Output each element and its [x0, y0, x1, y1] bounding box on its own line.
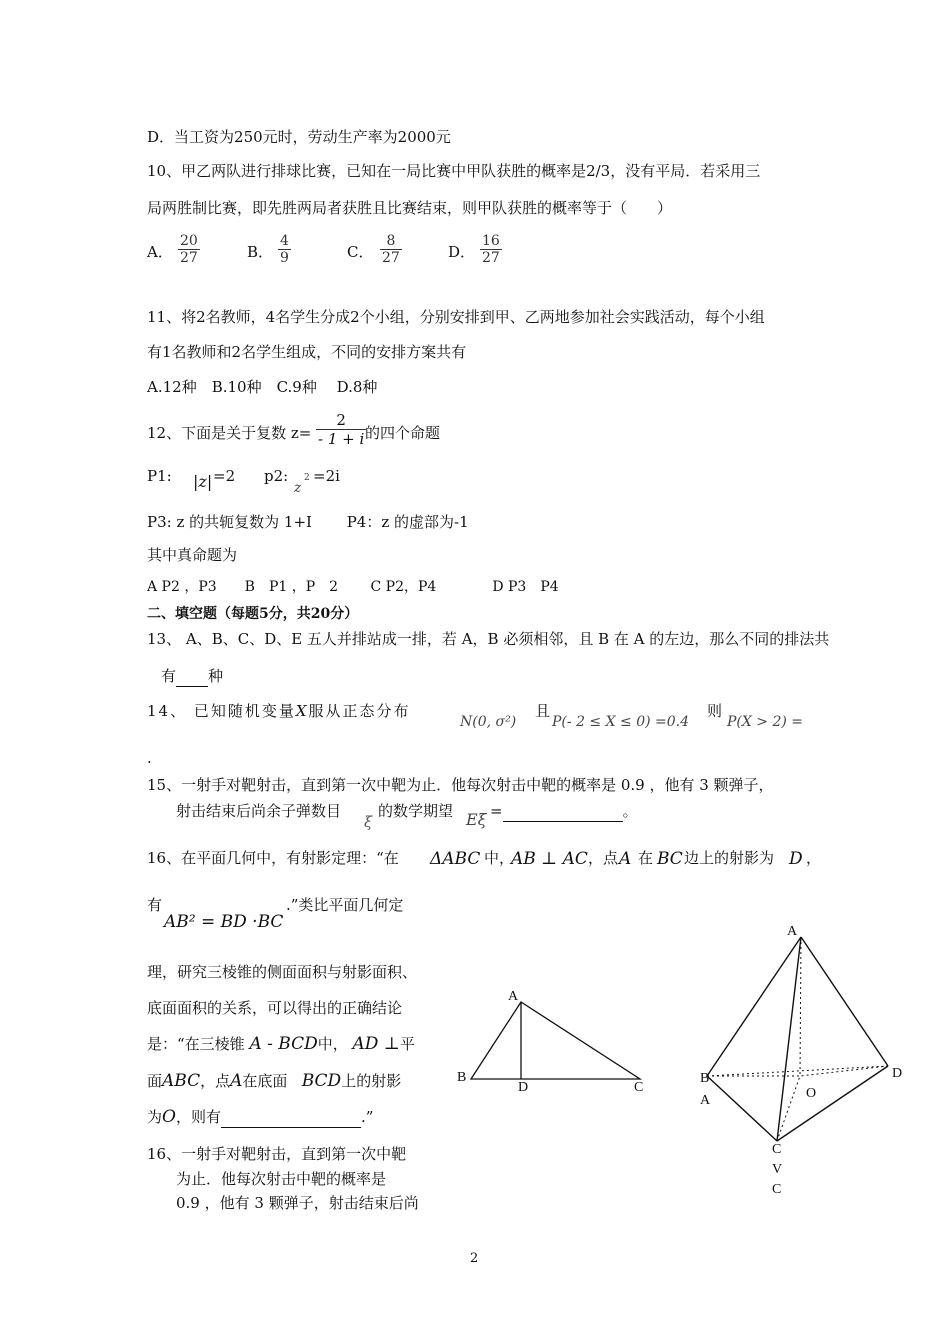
- q12-stem-tail: 的四个命题: [365, 424, 441, 442]
- fig2-label-a: A: [787, 924, 798, 939]
- q15-line1: 15、一射手对靶射击，直到第一次中靶为止．他每次射击中靶的概率是 0.9 ，他有 3 颗弹子，: [147, 776, 774, 794]
- q16b-line3: 0.9 ，他有 3 颗弹子，射击结束后尚: [176, 1194, 419, 1212]
- q16-you: 有: [147, 896, 163, 914]
- q10-option-b-fraction: $\frac{4}{9}$: [280, 233, 289, 266]
- q14-condition: P(- 2 ≤ X ≤ 0) =0.4: [552, 714, 690, 730]
- q15-line2-mid: 的数学期望: [378, 802, 454, 820]
- fig2-label-d: D: [892, 1066, 903, 1081]
- q16-line4: 底面面积的关系，可以得出的正确结论: [147, 999, 403, 1017]
- fig1-label-b: B: [457, 1070, 467, 1085]
- q16-perp: AB ⊥ AC: [511, 849, 588, 869]
- q10-option-d-label: D．: [448, 243, 476, 261]
- q16-line5: 是：“在三棱锥 A - BCD中， AD ⊥平: [147, 1034, 415, 1054]
- q14-then: 则: [707, 702, 723, 720]
- tetrahedron-figure: [707, 937, 888, 1141]
- fig2-label-c: C: [772, 1142, 782, 1157]
- q10-option-c-fraction: $\frac{8}{27}$: [382, 233, 400, 266]
- q14-ask: P(X > 2) =: [727, 714, 804, 730]
- q12-p2-expr: z: [294, 480, 302, 496]
- q12-true-label: 其中真命题为: [147, 546, 238, 564]
- q10-option-d-fraction: $\frac{16}{27}$: [482, 233, 500, 266]
- fig1-label-c: C: [634, 1080, 644, 1095]
- q15-expectation: Eξ: [466, 810, 487, 829]
- q12-p1-value: =2: [213, 467, 236, 485]
- q13-line1: 13、 A、B、C、D、E 五人并排站成一排，若 A，B 必须相邻，且 B 在 A 的左边，那么不同的排法共: [147, 630, 830, 648]
- q12-p3-p4: P3: z 的共轭复数为 1+I P4：z 的虚部为-1: [147, 513, 469, 531]
- q12-p1-label: P1:: [147, 467, 172, 485]
- q14-stem: 14、 已知随机变量X服从正态分布: [147, 702, 411, 720]
- q16-triangle: ΔABC: [430, 849, 481, 869]
- q16b-line1: 16、一射手对靶射击，直到第一次中靶: [147, 1145, 407, 1163]
- q14-period: .: [147, 749, 152, 767]
- fig2-label-extra-a: A: [700, 1093, 711, 1108]
- fig1-label-d: D: [518, 1080, 529, 1095]
- q10-option-a-label: A．: [147, 243, 173, 261]
- q12-p2-value: =2i: [313, 467, 340, 485]
- q11-line1: 11、将2名教师，4名学生分成2个小组，分别安排到甲、乙两地参加社会实践活动，每个小组: [147, 308, 765, 326]
- triangle-figure: [471, 1002, 640, 1079]
- q12-p1-expr: |z|: [193, 472, 213, 491]
- q12-stem: 12、下面是关于复数 z=: [147, 424, 312, 442]
- q16-bc: BC: [657, 849, 683, 869]
- q14-distribution: N(0, σ²): [460, 714, 517, 730]
- q16-text: ，点: [588, 849, 619, 867]
- q12-p2-sup: 2: [304, 473, 310, 483]
- fig2-label-extra-v: V: [772, 1162, 783, 1177]
- q16-point-a: A: [619, 849, 632, 869]
- q16-text: 边上的射影为: [684, 849, 775, 867]
- q10-option-b-label: B．: [247, 243, 274, 261]
- q15-answer-blank: = 。: [490, 802, 638, 820]
- page-number: 2: [470, 1251, 479, 1266]
- q16-text: ，: [806, 849, 822, 867]
- q12-options: A P2 ，P3 B P1 ，P 2 C P2，P4 D P3 P4: [147, 579, 559, 595]
- section-title: 二、填空题（每题5分，共20分）: [147, 606, 359, 622]
- q16-line1-pre: 16、在平面几何中，有射影定理：“在: [147, 849, 399, 867]
- q10-option-c-label: C．: [347, 243, 374, 261]
- fig1-label-a: A: [508, 989, 519, 1004]
- q10-line1: 10、甲乙两队进行排球比赛，已知在一局比赛中甲队获胜的概率是2/3，没有平局．若采用三: [147, 162, 761, 180]
- q16-text: 中，: [484, 849, 515, 867]
- q16-text: 在: [638, 849, 654, 867]
- q9-option-d: D．当工资为250元时，劳动生产率为2000元: [147, 128, 451, 146]
- q11-line2: 有1名教师和2名学生组成，不同的安排方案共有: [147, 343, 467, 361]
- q16-line3: 理，研究三棱锥的侧面面积与射影面积、: [147, 963, 418, 981]
- q16-tail: .”类比平面几何定: [286, 896, 404, 914]
- q15-line2-pre: 射击结束后尚余子弹数目: [176, 802, 342, 820]
- fig2-label-o: O: [806, 1086, 817, 1101]
- q13-line2: 有 种: [161, 667, 224, 685]
- q12-p2-label: p2:: [264, 467, 289, 485]
- q12-fraction: $\frac{2}{- 1 + i}$: [318, 411, 365, 448]
- q16-line7: 为O，则有 .”: [147, 1107, 374, 1127]
- q16-formula: AB² = BD ·BC: [164, 912, 284, 932]
- fig2-label-b: B: [700, 1071, 710, 1086]
- fig2-label-extra-c: C: [772, 1182, 782, 1197]
- q10-line2: 局两胜制比赛，即先胜两局者获胜且比赛结束，则甲队获胜的概率等于（ ）: [147, 199, 673, 217]
- q16-point-d: D: [789, 849, 803, 869]
- q11-options: A.12种 B.10种 C.9种 D.8种: [147, 378, 378, 396]
- q10-option-a-fraction: $\frac{20}{27}$: [180, 233, 198, 266]
- q16b-line2: 为止．他每次射击中靶的概率是: [176, 1170, 387, 1188]
- q16-line6: 面ABC，点A在底面 BCD上的射影: [147, 1071, 402, 1091]
- q14-and: 且: [535, 702, 551, 720]
- q15-xi: ξ: [364, 813, 373, 831]
